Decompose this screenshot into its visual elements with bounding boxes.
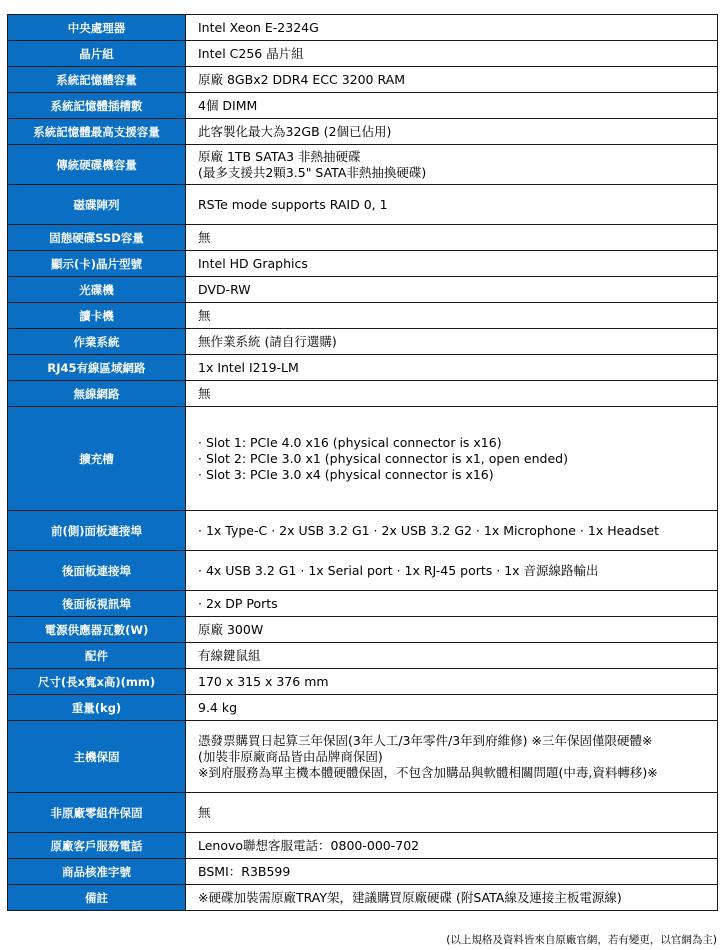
spec-value-line: ※到府服務為單主機本體硬體保固，不包含加購品與軟體相關問題(中毒,資料轉移)※ (198, 764, 658, 780)
spec-value (186, 355, 718, 381)
spec-label: 顯示(卡)晶片型號 (8, 251, 186, 277)
spec-label: 重量(kg) (8, 695, 186, 721)
spec-value (186, 303, 718, 329)
spec-row (8, 303, 718, 329)
spec-value-line: 170 x 315 x 376 mm (198, 673, 329, 689)
spec-value-line: Lenovo聯想客服電話：0800-000-702 (198, 837, 420, 853)
spec-row (8, 721, 718, 793)
spec-value-line: Intel HD Graphics (198, 255, 308, 271)
spec-label: 作業系統 (8, 329, 186, 355)
spec-value-line: (最多支援共2顆3.5" SATA非熱抽換硬碟) (198, 164, 427, 180)
spec-value (186, 695, 718, 721)
spec-label: 配件 (8, 643, 186, 669)
spec-row (8, 93, 718, 119)
spec-value (186, 145, 718, 185)
spec-row (8, 381, 718, 407)
spec-row (8, 145, 718, 185)
spec-row (8, 251, 718, 277)
spec-label: 系統記憶體容量 (8, 67, 186, 93)
spec-row (8, 551, 718, 591)
spec-label: 非原廠零組件保固 (8, 793, 186, 833)
spec-label: 電源供應器瓦數(W) (8, 617, 186, 643)
spec-row (8, 669, 718, 695)
spec-label: 中央處理器 (8, 15, 186, 41)
spec-row (8, 355, 718, 381)
spec-label: 磁碟陣列 (8, 185, 186, 225)
spec-row (8, 41, 718, 67)
spec-value-line: · 2x DP Ports (198, 595, 278, 611)
spec-value (186, 407, 718, 511)
spec-value (186, 41, 718, 67)
spec-value (186, 617, 718, 643)
spec-value-line: 9.4 kg (198, 699, 238, 715)
spec-label: 無線網路 (8, 381, 186, 407)
spec-value (186, 669, 718, 695)
spec-row (8, 859, 718, 885)
spec-value (186, 859, 718, 885)
spec-label: 原廠客戶服務電話 (8, 833, 186, 859)
spec-value-line: 1x Intel I219-LM (198, 359, 299, 375)
spec-value-line: 此客製化最大為32GB (2個已佔用) (198, 123, 392, 139)
spec-row (8, 15, 718, 41)
spec-value-line: 無 (198, 229, 211, 245)
spec-label: 商品核准字號 (8, 859, 186, 885)
spec-row (8, 885, 718, 911)
spec-value (186, 793, 718, 833)
spec-value (186, 251, 718, 277)
spec-value-line: 憑發票購買日起算三年保固(3年人工/3年零件/3年到府維修) ※三年保固僅限硬體※ (198, 732, 653, 748)
spec-value-line: BSMI：R3B599 (198, 863, 291, 879)
spec-value-line: 無作業系統 (請自行選購) (198, 333, 337, 349)
spec-value-line: Intel C256 晶片組 (198, 45, 304, 61)
spec-row (8, 119, 718, 145)
spec-value-line: · Slot 2: PCIe 3.0 x1 (physical connector is x1, open ended) (198, 450, 568, 466)
spec-label: 晶片組 (8, 41, 186, 67)
spec-value-line: · 4x USB 3.2 G1 · 1x Serial port · 1x RJ-45 ports · 1x 音源線路輸出 (198, 562, 599, 578)
spec-row (8, 643, 718, 669)
spec-value (186, 381, 718, 407)
spec-value-line: 原廠 8GBx2 DDR4 ECC 3200 RAM (198, 71, 406, 87)
spec-label: 固態硬碟SSD容量 (8, 225, 186, 251)
spec-row (8, 407, 718, 511)
spec-value (186, 833, 718, 859)
spec-label: 系統記憶體最高支援容量 (8, 119, 186, 145)
spec-label: 主機保固 (8, 721, 186, 793)
spec-value (186, 329, 718, 355)
spec-label: RJ45有線區域網路 (8, 355, 186, 381)
spec-value (186, 119, 718, 145)
spec-label: 傳統硬碟機容量 (8, 145, 186, 185)
spec-label: 備註 (8, 885, 186, 911)
spec-value (186, 591, 718, 617)
spec-value-line: (加裝非原廠商品皆由品牌商保固) (198, 748, 383, 764)
spec-row (8, 185, 718, 225)
spec-value-line: 有線鍵鼠組 (198, 647, 261, 663)
spec-label: 前(側)面板連接埠 (8, 511, 186, 551)
spec-value-line: 無 (198, 307, 211, 323)
spec-label: 系統記憶體插槽數 (8, 93, 186, 119)
spec-value (186, 67, 718, 93)
spec-value (186, 225, 718, 251)
spec-value-line: 原廠 1TB SATA3 非熱抽硬碟 (198, 148, 361, 164)
spec-row (8, 833, 718, 859)
spec-row (8, 225, 718, 251)
spec-row (8, 277, 718, 303)
spec-value (186, 721, 718, 793)
spec-value (186, 885, 718, 911)
spec-value (186, 511, 718, 551)
spec-label: 讀卡機 (8, 303, 186, 329)
spec-value (186, 15, 718, 41)
spec-label: 後面板視訊埠 (8, 591, 186, 617)
spec-label: 光碟機 (8, 277, 186, 303)
spec-value-line: RSTe mode supports RAID 0, 1 (198, 196, 388, 212)
spec-label: 擴充槽 (8, 407, 186, 511)
spec-value-line: 原廠 300W (198, 621, 264, 637)
spec-label: 尺寸(長x寬x高)(mm) (8, 669, 186, 695)
spec-row (8, 695, 718, 721)
spec-value-line: Intel Xeon E-2324G (198, 19, 319, 35)
spec-table (7, 14, 718, 911)
spec-row (8, 511, 718, 551)
spec-value-line: · Slot 3: PCIe 3.0 x4 (physical connector is x16) (198, 466, 494, 482)
spec-value-line: DVD-RW (198, 281, 251, 297)
spec-value-line: ※硬碟加裝需原廠TRAY架，建議購買原廠硬碟 (附SATA線及連接主板電源線) (198, 889, 622, 905)
spec-value (186, 643, 718, 669)
spec-value (186, 93, 718, 119)
spec-row (8, 617, 718, 643)
spec-row (8, 329, 718, 355)
spec-row (8, 793, 718, 833)
spec-value-line: 無 (198, 804, 211, 820)
spec-value-line: · 1x Type-C · 2x USB 3.2 G1 · 2x USB 3.2 G2 · 1x Microphone · 1x Headset (198, 522, 659, 538)
spec-value-line: 4個 DIMM (198, 97, 258, 113)
spec-value (186, 551, 718, 591)
spec-value-line: 無 (198, 385, 211, 401)
spec-row (8, 67, 718, 93)
spec-value (186, 185, 718, 225)
spec-row (8, 591, 718, 617)
spec-value (186, 277, 718, 303)
footnote: (以上規格及資料皆來自原廠官網，若有變更，以官網為主) (446, 934, 717, 946)
spec-value-line: · Slot 1: PCIe 4.0 x16 (physical connector is x16) (198, 434, 502, 450)
spec-label: 後面板連接埠 (8, 551, 186, 591)
